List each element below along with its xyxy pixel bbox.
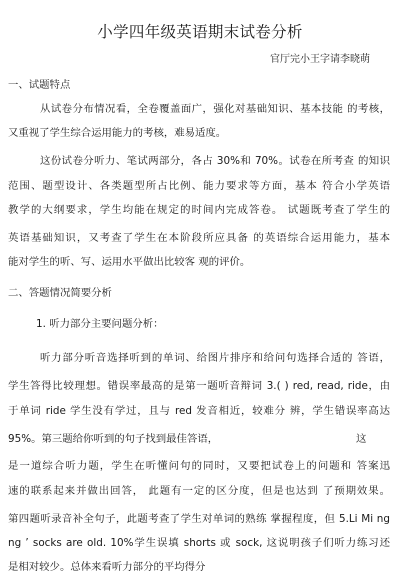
section-heading-2: 二、答题情况简要分析 <box>8 287 112 299</box>
paragraph-line: 范围、题型设计、各类题型所占比例、能力要求等方面，基本 符合小学英语 <box>8 180 390 192</box>
paragraph-line: 又重视了学生综合运用能力的考核，难易适度。 <box>8 127 227 139</box>
paragraph-line: 95%。第三题给你听到的句子找到最佳答语， <box>8 433 219 445</box>
paragraph-line-fragment: 这 <box>356 433 367 445</box>
paragraph-line: 是相对较少。总体来看听力部分的平均得分 <box>8 561 206 573</box>
paragraph-line: 教学的大纲要求，学生均能在规定的时间内完成答卷。 试题既考查了学生的 <box>8 204 390 216</box>
paragraph-line: 从试卷分布情况看，全卷覆盖面广，强化对基础知识、基本技能 的考核， <box>40 103 390 115</box>
section-heading-1: 一、试题特点 <box>8 79 71 91</box>
paragraph-line: 这份试卷分听力、笔试两部分，各占 30%和 70%。试卷在所考查 的知识 <box>40 155 390 167</box>
paragraph-line: 英语基础知识，又考查了学生在本阶段所应具备 的英语综合运用能力，基本 <box>8 232 390 244</box>
paragraph-line: ng ’ socks are old. 10%学生误填 shorts 或 sock, 这说明孩子们听力练习还 <box>8 537 390 549</box>
paragraph-line: 于单词 ride 学生没有学过，且与 red 发音相近，较难分 辨，学生错误率高达 <box>8 405 390 417</box>
paragraph-line: 是一道综合听力题，学生在听懂问句的同时，又要把试卷上的问题和 答案迅 <box>8 460 390 472</box>
paragraph-line: 第四题听录音补全句子，此题考查了学生对单词的熟练 掌握程度，但 5.Li Mi ng <box>8 513 390 525</box>
paragraph-line: 速的联系起来并做出回答， 此题有一定的区分度，但是也达到 了预期效果。 <box>8 485 390 497</box>
author-line: 官厅完小王字请李晓萌 <box>270 54 370 65</box>
paragraph-line: 学生答得比较理想。错误率最高的是第一题听音辩词 3.( ) red, read, ride，由 <box>8 380 390 392</box>
subsection-heading: 1. 听力部分主要问题分析： <box>36 318 164 330</box>
document-title: 小学四年级英语期末试卷分析 <box>97 23 303 41</box>
paragraph-line: 听力部分听音选择听到的单词、给图片排序和给问句选择合适的 答语， <box>40 352 390 364</box>
paragraph-line: 能对学生的听、写、运用水平做出比较客 观的评价。 <box>8 256 251 268</box>
